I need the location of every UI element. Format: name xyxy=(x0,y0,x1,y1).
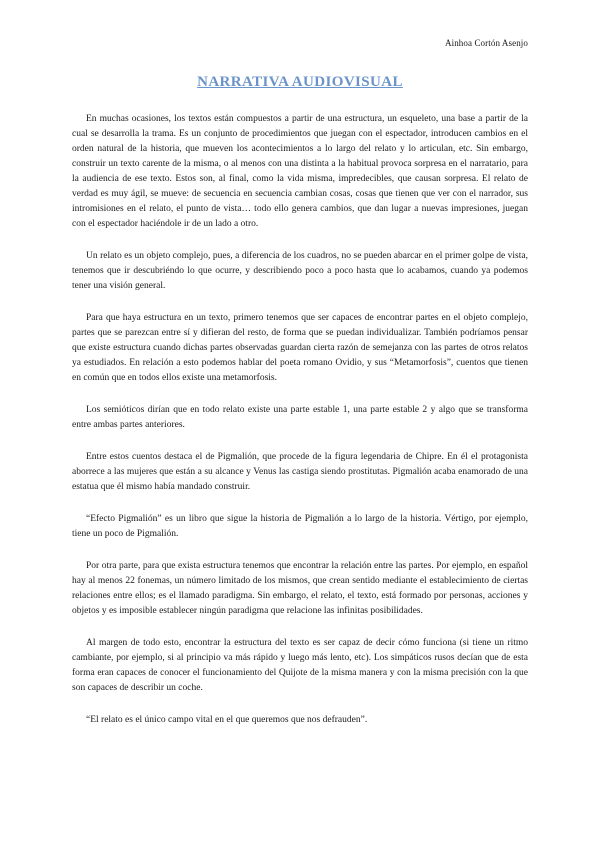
paragraph: Entre estos cuentos destaca el de Pigmalión, que procede de la figura legendaria de Chipre. En él el protagonista aborrece a las mujeres que están a su alcance y Venus las castiga siendo prostitutas. Pigmalión acaba enamorado de una estatua que él mismo había mandado construir. xyxy=(72,452,528,492)
paragraph: Un relato es un objeto complejo, pues, a diferencia de los cuadros, no se pueden abarcar en el primer golpe de vista, tenemos que ir descubriéndo lo que ocurre, y describiendo poco a poco hasta que lo acabamos, cuando ya podemos tener una visión general. xyxy=(72,251,528,291)
document-title: NARRATIVA AUDIOVISUAL xyxy=(197,74,403,90)
paragraph: Al margen de todo esto, encontrar la estructura del texto es ser capaz de decir cómo funciona (si tiene un ritmo cambiante, por ejemplo, si al principio va más rápido y luego más lento, etc). Los simpáticos rusos decían que de esta forma eran capaces de conocer el funcionamiento del Quijote de la misma manera y con la misma precisión con la que son capaces de describir un coche. xyxy=(72,638,528,693)
document-body xyxy=(72,112,528,728)
author-name: Ainhoa Cortón Asenjo xyxy=(445,38,528,48)
paragraph: Por otra parte, para que exista estructura tenemos que encontrar la relación entre las partes. Por ejemplo, en español hay al menos 22 fonemas, un número limitado de los mismos, que crean sentido mediante el establecimiento de ciertas relaciones entre ellos; es el llamado paradigma. Sin embargo, el relato, el texto, está formado por personas, acciones y objetos y es imposible establecer ningún paradigma que relacione las infinitas posibilidades. xyxy=(72,561,528,616)
paragraph: “Efecto Pigmalión” es un libro que sigue la historia de Pigmalión a lo largo de la historia. Vértigo, por ejemplo, tiene un poco de Pigmalión. xyxy=(72,514,528,539)
paragraph: “El relato es el único campo vital en el que queremos que nos defrauden”. xyxy=(86,715,368,725)
paragraph: Los semióticos dirían que en todo relato existe una parte estable 1, una parte estable 2 y algo que se transforma entre ambas partes anteriores. xyxy=(72,405,528,430)
paragraph: En muchas ocasiones, los textos están compuestos a partir de una estructura, un esqueleto, una base a partir de la cual se desarrolla la trama. Es un conjunto de procedimientos que juegan con el espectador, introducen cambios en el orden natural de la historia, que mueven los acontecimientos a lo largo del relato y lo articulan, etc. Sin embargo, construir un texto carente de la misma, o al menos con una distinta a la habitual provoca sorpresa en el narratario, para la audiencia de ese texto. Estos son, al final, como la vida misma, impredecibles, que causan sorpresa. El relato de verdad es muy ágil, se mueve: de secuencia en secuencia cambian cosas, cosas que tienen que ver con el narrador, sus intromisiones en el relato, el punto de vista… todo ello genera cambios, que dan lugar a nuevas impresiones, juegan con el espectador haciéndole ir de un lado a otro. xyxy=(72,114,528,229)
paragraph: Para que haya estructura en un texto, primero tenemos que ser capaces de encontrar partes en el objeto complejo, partes que se parezcan entre sí y difieran del resto, de forma que se puedan individualizar. También podríamos pensar que existe estructura cuando dichas partes observadas guardan cierta razón de semejanza con las partes de otros relatos ya estudiados. En relación a esto podemos hablar del poeta romano Ovidio, y sus “Metamorfosis”, cuentos que tienen en común que en todos ellos existe una metamorfosis. xyxy=(72,313,528,383)
